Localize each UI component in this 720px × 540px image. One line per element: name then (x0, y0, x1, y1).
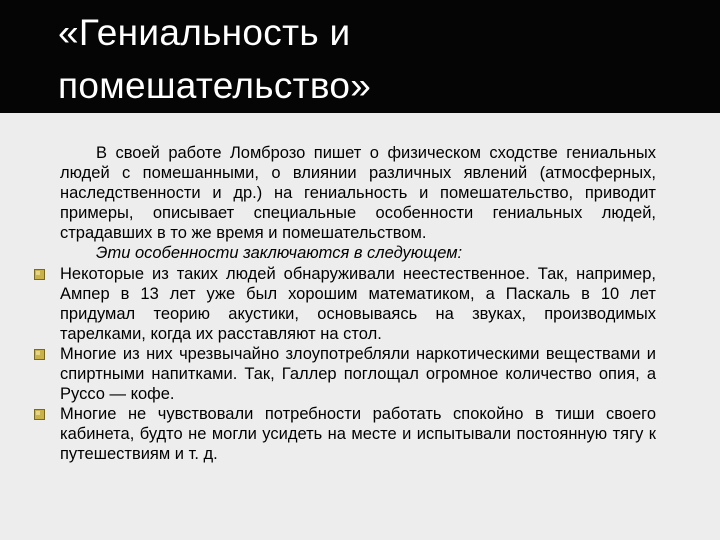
intro-paragraph: В своей работе Ломброзо пишет о физическом сходстве гениальных людей с помешанными, о влиянии различных явлений (атмосферных, наследственности и др.) на гениальность и помешательство, приводит примеры, описывает специальные особенности гениальных людей, страдавших в то же время и помешательством. (60, 144, 656, 243)
bullet-item (60, 264, 656, 344)
bullet-text: Некоторые из таких людей обнаруживали неестественное. Так, например, Ампер в 13 лет уже был хорошим математиком, а Паскаль в 10 лет придумал теорию акустики, основываясь на звуках, производимых тарелками, когда их расставляют на стол. (60, 264, 656, 343)
square-bullet-icon (34, 349, 45, 360)
bullet-item (60, 404, 656, 464)
slide-title-line-1: «Гениальность и (58, 12, 351, 53)
slide-body (60, 143, 656, 465)
slide-title-line-2: помешательство» (58, 65, 372, 106)
features-note: Эти особенности заключаются в следующем: (96, 244, 463, 263)
title-bar (0, 0, 720, 113)
slide-title (58, 6, 698, 112)
bullet-text: Многие из них чрезвычайно злоупотребляли наркотическими веществами и спиртными напитками. Так, Галлер поглощал огромное количество опия, а Руссо — кофе. (60, 344, 656, 404)
bullet-text: Многие не чувствовали потребности работать спокойно в тиши своего кабинета, будто не могли усидеть на месте и испытывали постоянную тягу к путешествиям и т. д. (60, 405, 656, 464)
bullet-item (60, 344, 656, 404)
square-bullet-icon (34, 269, 45, 280)
bullet-list (60, 264, 656, 465)
square-bullet-icon (34, 409, 45, 420)
